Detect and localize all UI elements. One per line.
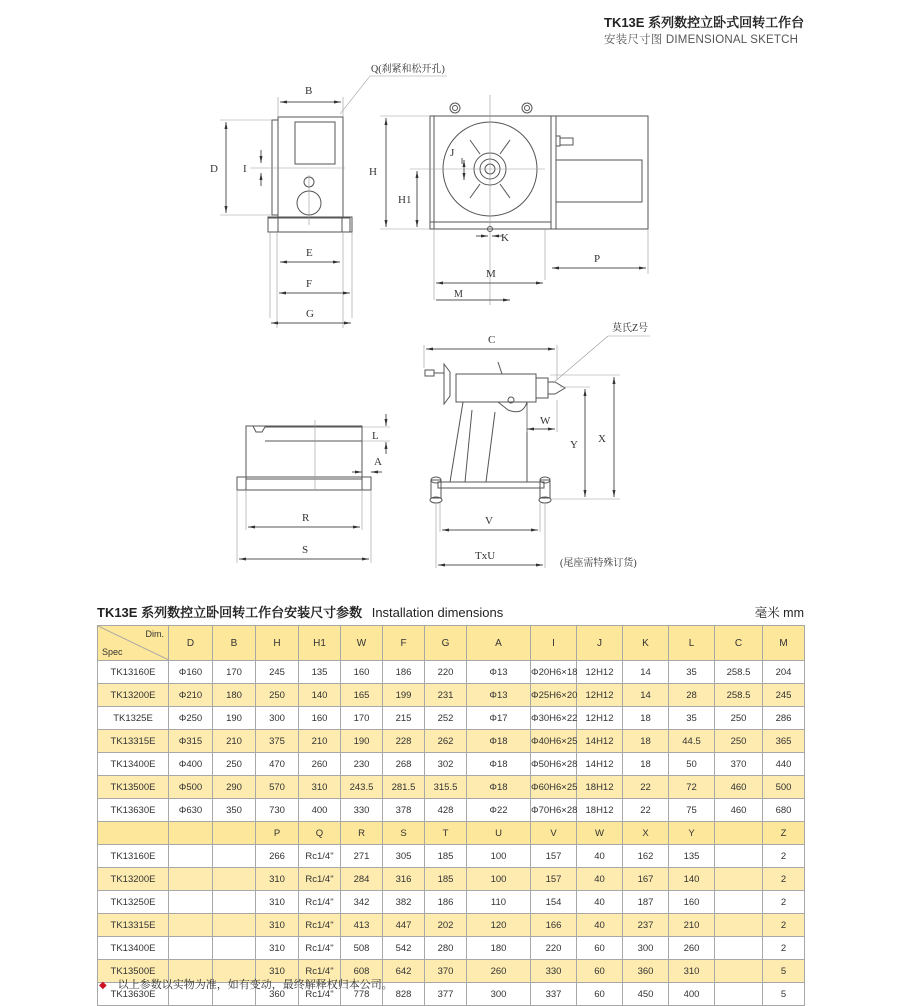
- column-header: Q: [299, 822, 341, 845]
- dim-label-y: Y: [570, 439, 578, 451]
- value-cell: 302: [425, 753, 467, 776]
- value-cell: 60: [577, 937, 623, 960]
- value-cell: 231: [425, 684, 467, 707]
- value-cell: 202: [425, 914, 467, 937]
- value-cell: Φ18: [467, 776, 531, 799]
- column-header: R: [341, 822, 383, 845]
- dim-label-h: H: [369, 166, 377, 178]
- value-cell: 262: [425, 730, 467, 753]
- table-row: [98, 707, 805, 730]
- column-header: S: [383, 822, 425, 845]
- column-header: J: [577, 626, 623, 661]
- value-cell: [213, 868, 256, 891]
- value-cell: 470: [256, 753, 299, 776]
- dim-label-f: F: [306, 278, 313, 290]
- value-cell: [715, 845, 763, 868]
- value-cell: 260: [669, 937, 715, 960]
- value-cell: 400: [299, 799, 341, 822]
- spec-cell: TK13250E: [98, 891, 169, 914]
- value-cell: 250: [715, 730, 763, 753]
- column-header: D: [169, 626, 213, 661]
- spec-cell: TK13315E: [98, 914, 169, 937]
- value-cell: 250: [213, 753, 256, 776]
- spec-cell: TK13630E: [98, 799, 169, 822]
- value-cell: Rc1/4": [299, 868, 341, 891]
- front-view: [369, 95, 648, 305]
- column-header: H: [256, 626, 299, 661]
- page-subtitle: 安装尺寸图 DIMENSIONAL SKETCH: [604, 34, 799, 46]
- value-cell: 215: [383, 707, 425, 730]
- value-cell: 185: [425, 868, 467, 891]
- value-cell: 2: [763, 868, 805, 891]
- value-cell: 167: [623, 868, 669, 891]
- value-cell: 337: [531, 983, 577, 1006]
- value-cell: 500: [763, 776, 805, 799]
- column-header: W: [577, 822, 623, 845]
- dim-label-j: J: [450, 147, 455, 159]
- morse-note: 莫氏Z号: [612, 323, 649, 334]
- value-cell: 305: [383, 845, 425, 868]
- value-cell: 608: [341, 960, 383, 983]
- value-cell: 14: [623, 684, 669, 707]
- value-cell: 180: [467, 937, 531, 960]
- value-cell: Φ18: [467, 730, 531, 753]
- value-cell: 375: [256, 730, 299, 753]
- value-cell: 40: [577, 891, 623, 914]
- value-cell: 268: [383, 753, 425, 776]
- table-row: [98, 845, 805, 868]
- value-cell: 14: [623, 661, 669, 684]
- value-cell: Φ18: [467, 753, 531, 776]
- value-cell: 330: [531, 960, 577, 983]
- value-cell: 290: [213, 776, 256, 799]
- value-cell: 378: [383, 799, 425, 822]
- value-cell: 310: [256, 891, 299, 914]
- value-cell: 160: [669, 891, 715, 914]
- column-header: M: [763, 626, 805, 661]
- value-cell: 258.5: [715, 661, 763, 684]
- value-cell: 370: [425, 960, 467, 983]
- value-cell: 310: [256, 914, 299, 937]
- value-cell: 72: [669, 776, 715, 799]
- column-header: G: [425, 626, 467, 661]
- column-header: Z: [763, 822, 805, 845]
- spec-cell: TK13500E: [98, 960, 169, 983]
- value-cell: 281.5: [383, 776, 425, 799]
- value-cell: 230: [341, 753, 383, 776]
- value-cell: Rc1/4": [299, 914, 341, 937]
- value-cell: Rc1/4": [299, 845, 341, 868]
- dim-label-s: S: [302, 544, 309, 556]
- spec-cell: TK13400E: [98, 937, 169, 960]
- value-cell: [169, 937, 213, 960]
- corner-cell: [98, 626, 169, 661]
- top-view: [237, 414, 390, 563]
- value-cell: 160: [299, 707, 341, 730]
- column-header: I: [531, 626, 577, 661]
- value-cell: [169, 845, 213, 868]
- value-cell: 60: [577, 983, 623, 1006]
- value-cell: 140: [669, 868, 715, 891]
- value-cell: 258.5: [715, 684, 763, 707]
- value-cell: 2: [763, 914, 805, 937]
- value-cell: 542: [383, 937, 425, 960]
- value-cell: [213, 845, 256, 868]
- value-cell: 162: [623, 845, 669, 868]
- column-header: W: [341, 626, 383, 661]
- value-cell: 271: [341, 845, 383, 868]
- value-cell: 440: [763, 753, 805, 776]
- value-cell: 730: [256, 799, 299, 822]
- column-header: [715, 822, 763, 845]
- value-cell: 22: [623, 776, 669, 799]
- value-cell: [213, 891, 256, 914]
- value-cell: 260: [299, 753, 341, 776]
- dim-label-txu: TxU: [475, 550, 496, 562]
- column-header: K: [623, 626, 669, 661]
- value-cell: 300: [256, 707, 299, 730]
- value-cell: 350: [213, 799, 256, 822]
- dimensions-table: [97, 625, 805, 1006]
- spec-cell: TK1325E: [98, 707, 169, 730]
- column-header: [169, 822, 213, 845]
- column-header: U: [467, 822, 531, 845]
- value-cell: 165: [341, 684, 383, 707]
- q-note: Q(刹紧和松开孔): [371, 64, 445, 75]
- value-cell: Φ13: [467, 661, 531, 684]
- tailstock-view: [424, 321, 650, 569]
- dim-label-d: D: [210, 163, 218, 175]
- value-cell: 315.5: [425, 776, 467, 799]
- value-cell: 365: [763, 730, 805, 753]
- value-cell: 377: [425, 983, 467, 1006]
- value-cell: 450: [623, 983, 669, 1006]
- value-cell: 210: [213, 730, 256, 753]
- value-cell: 166: [531, 914, 577, 937]
- value-cell: 228: [383, 730, 425, 753]
- table-row: [98, 776, 805, 799]
- value-cell: 157: [531, 845, 577, 868]
- value-cell: Φ13: [467, 684, 531, 707]
- value-cell: [715, 891, 763, 914]
- value-cell: 18: [623, 730, 669, 753]
- table-row: [98, 891, 805, 914]
- value-cell: 2: [763, 845, 805, 868]
- dim-label-k: K: [501, 232, 509, 244]
- value-cell: 5: [763, 960, 805, 983]
- value-cell: 50: [669, 753, 715, 776]
- dim-label-e: E: [306, 247, 313, 259]
- value-cell: 186: [383, 661, 425, 684]
- value-cell: 252: [425, 707, 467, 730]
- value-cell: Φ30H6×22: [531, 707, 577, 730]
- spec-cell: TK13630E: [98, 983, 169, 1006]
- value-cell: 460: [715, 799, 763, 822]
- value-cell: Φ22: [467, 799, 531, 822]
- dim-label-p: P: [594, 253, 601, 265]
- value-cell: 400: [669, 983, 715, 1006]
- value-cell: 370: [715, 753, 763, 776]
- value-cell: 204: [763, 661, 805, 684]
- value-cell: Φ160: [169, 661, 213, 684]
- value-cell: Φ50H6×28: [531, 753, 577, 776]
- column-header: T: [425, 822, 467, 845]
- value-cell: 310: [256, 868, 299, 891]
- footer-note: [99, 976, 393, 992]
- value-cell: 243.5: [341, 776, 383, 799]
- column-header: [98, 822, 169, 845]
- value-cell: 75: [669, 799, 715, 822]
- value-cell: 22: [623, 799, 669, 822]
- value-cell: Rc1/4": [299, 983, 341, 1006]
- value-cell: 413: [341, 914, 383, 937]
- value-cell: 160: [341, 661, 383, 684]
- value-cell: 140: [299, 684, 341, 707]
- column-header: X: [623, 822, 669, 845]
- value-cell: [169, 868, 213, 891]
- value-cell: 2: [763, 891, 805, 914]
- column-header: V: [531, 822, 577, 845]
- value-cell: 18H12: [577, 776, 623, 799]
- table-heading: [97, 602, 503, 621]
- table-row: [98, 661, 805, 684]
- value-cell: 12H12: [577, 707, 623, 730]
- value-cell: 18: [623, 753, 669, 776]
- value-cell: 237: [623, 914, 669, 937]
- value-cell: 300: [467, 983, 531, 1006]
- dim-label-w: W: [540, 415, 551, 427]
- value-cell: 828: [383, 983, 425, 1006]
- value-cell: 186: [425, 891, 467, 914]
- value-cell: Φ500: [169, 776, 213, 799]
- value-cell: 310: [299, 776, 341, 799]
- value-cell: 170: [213, 661, 256, 684]
- table-row: [98, 799, 805, 822]
- value-cell: 570: [256, 776, 299, 799]
- value-cell: Φ250: [169, 707, 213, 730]
- value-cell: 330: [341, 799, 383, 822]
- value-cell: [213, 914, 256, 937]
- value-cell: 14H12: [577, 730, 623, 753]
- dim-label-v: V: [485, 515, 493, 527]
- table-row: [98, 868, 805, 891]
- spec-cell: TK13160E: [98, 661, 169, 684]
- unit-label: 毫米 mm: [754, 606, 804, 620]
- value-cell: [213, 937, 256, 960]
- dim-label-m2: M: [454, 289, 463, 300]
- value-cell: 245: [763, 684, 805, 707]
- column-header: A: [467, 626, 531, 661]
- table-row: [98, 684, 805, 707]
- value-cell: 28: [669, 684, 715, 707]
- column-header: F: [383, 626, 425, 661]
- spec-cell: TK13200E: [98, 868, 169, 891]
- table-heading-en: Installation dimensions: [371, 605, 504, 620]
- dim-label-l: L: [372, 430, 379, 442]
- value-cell: 154: [531, 891, 577, 914]
- value-cell: [715, 868, 763, 891]
- value-cell: 60: [577, 960, 623, 983]
- value-cell: 170: [341, 707, 383, 730]
- value-cell: 250: [715, 707, 763, 730]
- value-cell: 286: [763, 707, 805, 730]
- value-cell: 100: [467, 845, 531, 868]
- value-cell: 428: [425, 799, 467, 822]
- value-cell: 44.5: [669, 730, 715, 753]
- dim-label-x: X: [598, 433, 606, 445]
- value-cell: 18: [623, 707, 669, 730]
- value-cell: 260: [467, 960, 531, 983]
- value-cell: 280: [425, 937, 467, 960]
- column-header: Y: [669, 822, 715, 845]
- value-cell: [715, 983, 763, 1006]
- value-cell: 35: [669, 707, 715, 730]
- value-cell: 310: [256, 937, 299, 960]
- value-cell: [715, 960, 763, 983]
- value-cell: 245: [256, 661, 299, 684]
- value-cell: Φ400: [169, 753, 213, 776]
- value-cell: 447: [383, 914, 425, 937]
- value-cell: 12H12: [577, 684, 623, 707]
- value-cell: 460: [715, 776, 763, 799]
- value-cell: 5: [763, 983, 805, 1006]
- value-cell: [715, 937, 763, 960]
- dim-label-i: I: [243, 163, 247, 175]
- dim-label-r: R: [302, 512, 310, 524]
- value-cell: 310: [256, 960, 299, 983]
- value-cell: Rc1/4": [299, 937, 341, 960]
- table-header-row: [98, 626, 805, 661]
- value-cell: Φ630: [169, 799, 213, 822]
- value-cell: 360: [256, 983, 299, 1006]
- value-cell: 310: [669, 960, 715, 983]
- value-cell: 382: [383, 891, 425, 914]
- value-cell: 316: [383, 868, 425, 891]
- diamond-icon: ◆: [99, 980, 107, 991]
- table-row: [98, 937, 805, 960]
- value-cell: 190: [341, 730, 383, 753]
- spec-cell: TK13200E: [98, 684, 169, 707]
- value-cell: 180: [213, 684, 256, 707]
- value-cell: Φ315: [169, 730, 213, 753]
- value-cell: 360: [623, 960, 669, 983]
- footer-note-text: 以上参数以实物为准，如有变动，最终解释权归本公司。: [117, 979, 393, 991]
- value-cell: 778: [341, 983, 383, 1006]
- value-cell: 250: [256, 684, 299, 707]
- value-cell: 12H12: [577, 661, 623, 684]
- value-cell: 2: [763, 937, 805, 960]
- table-row: [98, 914, 805, 937]
- value-cell: 266: [256, 845, 299, 868]
- column-header: L: [669, 626, 715, 661]
- value-cell: Φ70H6×28: [531, 799, 577, 822]
- value-cell: 40: [577, 868, 623, 891]
- spec-cell: TK13400E: [98, 753, 169, 776]
- value-cell: 210: [299, 730, 341, 753]
- value-cell: Rc1/4": [299, 960, 341, 983]
- value-cell: 642: [383, 960, 425, 983]
- value-cell: 40: [577, 914, 623, 937]
- value-cell: 40: [577, 845, 623, 868]
- column-header: H1: [299, 626, 341, 661]
- value-cell: Φ25H6×20: [531, 684, 577, 707]
- value-cell: Φ210: [169, 684, 213, 707]
- value-cell: [169, 891, 213, 914]
- value-cell: [169, 914, 213, 937]
- dim-label-a: A: [374, 456, 382, 468]
- value-cell: Φ60H6×25: [531, 776, 577, 799]
- value-cell: 120: [467, 914, 531, 937]
- value-cell: 284: [341, 868, 383, 891]
- value-cell: 187: [623, 891, 669, 914]
- value-cell: 210: [669, 914, 715, 937]
- table-heading-cn: TK13E 系列数控立卧回转工作台安装尺寸参数: [97, 605, 363, 620]
- value-cell: 14H12: [577, 753, 623, 776]
- table-header-row-2: [98, 822, 805, 845]
- value-cell: [715, 914, 763, 937]
- dim-label-g: G: [306, 308, 314, 320]
- column-header: C: [715, 626, 763, 661]
- column-header: P: [256, 822, 299, 845]
- value-cell: 220: [425, 661, 467, 684]
- value-cell: 110: [467, 891, 531, 914]
- value-cell: 135: [299, 661, 341, 684]
- spec-cell: TK13160E: [98, 845, 169, 868]
- value-cell: 35: [669, 661, 715, 684]
- value-cell: 342: [341, 891, 383, 914]
- tailstock-note: (尾座需特殊订货): [560, 558, 637, 569]
- value-cell: 508: [341, 937, 383, 960]
- value-cell: Φ20H6×18: [531, 661, 577, 684]
- value-cell: Rc1/4": [299, 891, 341, 914]
- value-cell: Φ17: [467, 707, 531, 730]
- spec-cell: TK13315E: [98, 730, 169, 753]
- value-cell: 220: [531, 937, 577, 960]
- corner-spec-label: Spec: [102, 647, 123, 657]
- dim-label-b: B: [305, 85, 313, 97]
- dim-label-m: M: [486, 268, 496, 280]
- value-cell: 300: [623, 937, 669, 960]
- value-cell: 135: [669, 845, 715, 868]
- page-title: TK13E 系列数控立卧式回转工作台: [604, 15, 805, 30]
- value-cell: Φ40H6×25: [531, 730, 577, 753]
- value-cell: 18H12: [577, 799, 623, 822]
- value-cell: 190: [213, 707, 256, 730]
- value-cell: 100: [467, 868, 531, 891]
- dim-label-h1: H1: [398, 194, 412, 206]
- column-header: [213, 822, 256, 845]
- table-row: [98, 730, 805, 753]
- column-header: B: [213, 626, 256, 661]
- value-cell: 199: [383, 684, 425, 707]
- value-cell: 680: [763, 799, 805, 822]
- corner-dim-label: Dim.: [145, 629, 164, 639]
- dim-label-c: C: [488, 334, 496, 346]
- table-row: [98, 753, 805, 776]
- spec-cell: TK13500E: [98, 776, 169, 799]
- value-cell: 157: [531, 868, 577, 891]
- value-cell: 185: [425, 845, 467, 868]
